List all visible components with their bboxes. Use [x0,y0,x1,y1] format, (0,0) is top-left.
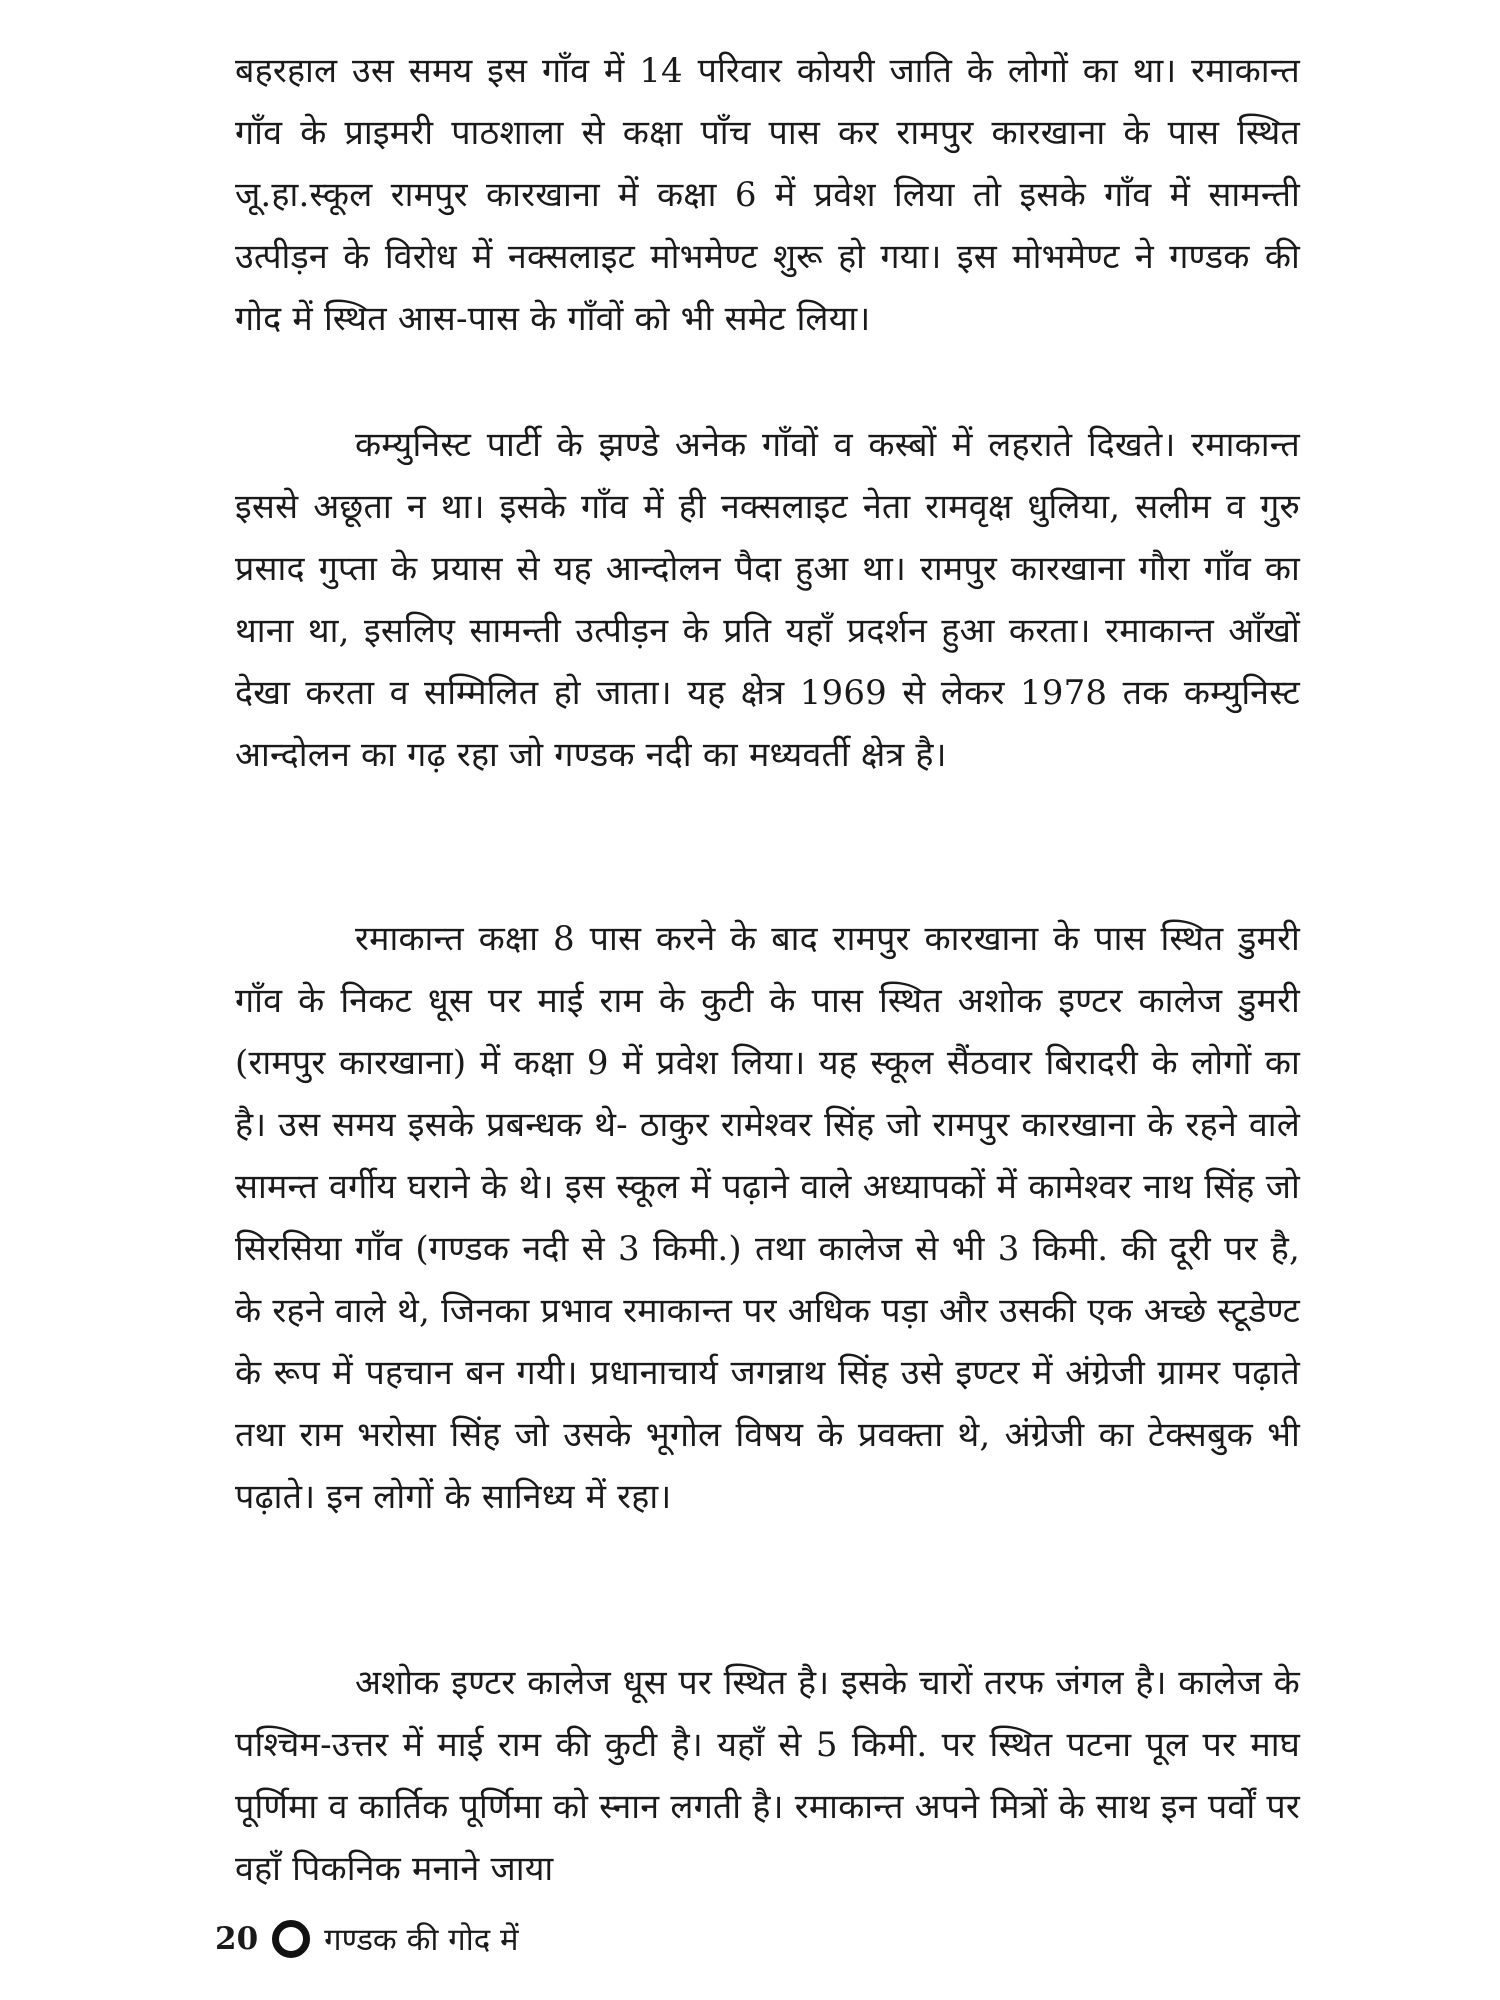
paragraph-3-block [235,908,1300,1528]
paragraph-4-block [235,1652,1300,1900]
page-footer [215,1918,519,1960]
paragraph-3: रमाकान्त कक्षा 8 पास करने के बाद रामपुर कारखाना के पास स्थित डुमरी गाँव के निकट धूस पर माई राम के कुटी के पास स्थित अशोक इण्टर कालेज डुमरी (रामपुर कारखाना) में कक्षा 9 में प्रवेश लिया। यह स्कूल सैंठवार बिरादरी के लोगों का है। उस समय इसके प्रबन्धक थे- ठाकुर रामेश्वर सिंह जो रामपुर कारखाना के रहने वाले सामन्त वर्गीय घराने के थे। इस स्कूल में पढ़ाने वाले अध्यापकों में कामेश्वर नाथ सिंह जो सिरसिया गाँव (गण्डक नदी से 3 किमी.) तथा कालेज से भी 3 किमी. की दूरी पर है, के रहने वाले थे, जिनका प्रभाव रमाकान्त पर अधिक पड़ा और उसकी एक अच्छे स्टूडेण्ट के रूप में पहचान बन गयी। प्रधानाचार्य जगन्नाथ सिंह उसे इण्टर में अंग्रेजी ग्रामर पढ़ाते तथा राम भरोसा सिंह जो उसके भूगोल विषय के प्रवक्ता थे, अंग्रेजी का टेक्सबुक भी पढ़ाते। इन लोगों के सानिध्य में रहा। [235,919,1300,1517]
paragraph-2: कम्युनिस्ट पार्टी के झण्डे अनेक गाँवों व कस्बों में लहराते दिखते। रमाकान्त इससे अछूता न था। इसके गाँव में ही नक्सलाइट नेता रामवृक्ष धुलिया, सलीम व गुरु प्रसाद गुप्ता के प्रयास से यह आन्दोलन पैदा हुआ था। रामपुर कारखाना गौरा गाँव का थाना था, इसलिए सामन्ती उत्पीड़न के प्रति यहाँ प्रदर्शन हुआ करता। रमाकान्त आँखों देखा करता व सम्मिलित हो जाता। यह क्षेत्र 1969 से लेकर 1978 तक कम्युनिस्ट आन्दोलन का गढ़ रहा जो गण्डक नदी का मध्यवर्ती क्षेत्र है। [235,425,1300,775]
paragraph-4: अशोक इण्टर कालेज धूस पर स्थित है। इसके चारों तरफ जंगल है। कालेज के पश्चिम-उत्तर में माई राम की कुटी है। यहाँ से 5 किमी. पर स्थित पटना पूल पर माघ पूर्णिमा व कार्तिक पूर्णिमा को स्नान लगती है। रमाकान्त अपने मित्रों के साथ इन पर्वों पर वहाँ पिकनिक मनाने जाया [235,1663,1300,1889]
ring-icon [272,1920,310,1958]
page-number: 20 [215,1921,259,1957]
paragraph-1-block [235,40,1300,350]
book-title: गण्डक की गोद में [324,1922,519,1958]
paragraph-2-block [235,414,1300,786]
paragraph-1: बहरहाल उस समय इस गाँव में 14 परिवार कोयरी जाति के लोगों का था। रमाकान्त गाँव के प्राइमरी पाठशाला से कक्षा पाँच पास कर रामपुर कारखाना के पास स्थित जू.हा.स्कूल रामपुर कारखाना में कक्षा 6 में प्रवेश लिया तो इसके गाँव में सामन्ती उत्पीड़न के विरोध में नक्सलाइट मोभमेण्ट शुरू हो गया। इस मोभमेण्ट ने गण्डक की गोद में स्थित आस-पास के गाँवों को भी समेट लिया। [235,51,1300,339]
